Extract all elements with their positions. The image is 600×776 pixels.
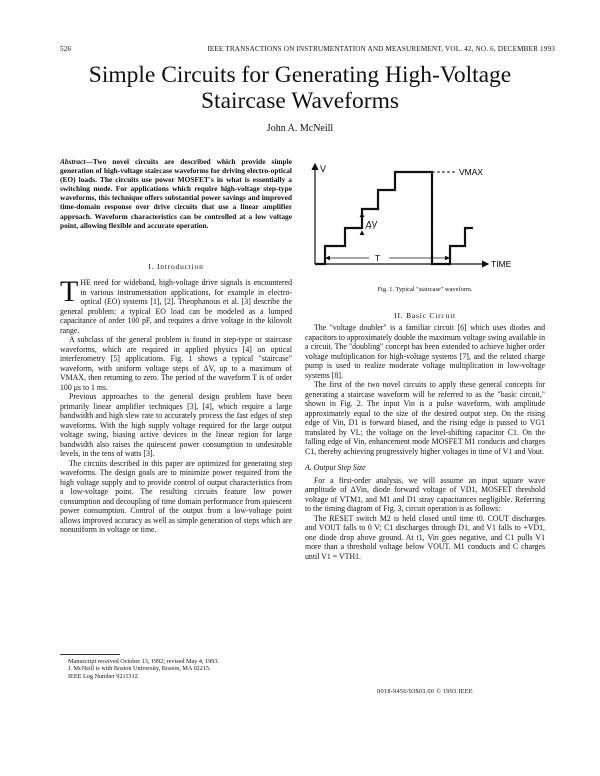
author: John A. McNeill [266, 123, 334, 134]
label-delta-v: ΔV [366, 219, 378, 229]
basic-paragraph-2: The first of the two novel circuits to apply these general concepts for generating a staircase waveform will be referred to as the "basic circuit," shown in Fig. 2. The input Vin is a pulse waveform, with amplitude approximately equal to the size of the desired output step. On the rising edge of Vin, D1 is forward biased, and the rising edge is passed to VG1 translated by VL; the voltage on the level-shifting capacitor C1. On the falling edge of Vin, enhancement mode MOSFET M1 conducts and charges C1, thereby achieving progressively higher voltages in time of V1 and Vout. [305, 380, 545, 456]
introduction-body [60, 275, 292, 535]
axis-label-v: V [320, 164, 327, 174]
axis-label-time: TIME [491, 259, 512, 269]
footnote-line-1: Manuscript received October 13, 1992; revised May 4, 1993. [68, 658, 220, 665]
title-line-2: Staircase Waveforms [200, 88, 399, 114]
footnote-line-3: IEEE Log Number 9211312. [68, 672, 140, 680]
journal-header: IEEE TRANSACTIONS ON INSTRUMENTATION AND MEASUREMENT, VOL. 42, NO. 6, DECEMBER 1993 [207, 45, 555, 53]
drop-cap: T [60, 275, 79, 308]
intro-paragraph-3: Previous approaches to the general design problem have been primarily linear amplifier techniques [3], [4], which require a large bandwidth and high slew rate to accurately process the fast edges of step waveforms. With the high supply voltage required for the large output voltage swing, biasing active devices in the linear region for large bandwidth also raises the quiescent power consumption to undesirable levels, in the tens of watts [3]. [60, 392, 292, 458]
abstract-text: —Two novel circuits are described which provide simple generation of high-voltage staircase waveforms for driving electro-optical (EO) loads. The circuits use power MOSFET's in what is essentially a switching mode. For applications which require high-voltage step-type waveforms, this technique offers substantial power savings and improved time-domain response over drive circuits that use a linear amplifier approach. Waveform characteristics can be controlled at a low voltage point, allowing flexible and accurate operation. [60, 157, 292, 230]
intro-paragraph-4: The circuits described in this paper are optimized for generating step waveforms. The design goals are to minimize power required from the high voltage supply and to provide control of output characteristics from a low-voltage point. The resulting circuits feature low power consumption and decoupling of time domain performance from quiescent power consumption. Control of the output from a low-voltage point allows improved accuracy as well as simple generation of steps which are nonuniform in voltage or time. [60, 458, 292, 534]
figure-staircase-waveform [305, 156, 545, 286]
footnote [60, 658, 292, 680]
page-number: 526 [60, 45, 72, 53]
intro-paragraph-2: A subclass of the general problem is found in step-type or staircase waveforms, which are required in applied physics [4] on optical interferometry [5] applications. Fig. 1 shows a typical "staircase" waveform, with uniform voltage steps of ΔV, up to a maximum of VMAX, then returning to zero. The period of the waveform T is of order 100 μs to 1 ms. [60, 335, 292, 392]
intro-paragraph-1: THE need for wideband, high-voltage drive signals is encountered in various instrumentation applications, for example in electro-optical (EO) systems [1], [2]. Theophanous et al. [3] describe the general problem: a typical EO load can be modeled as a lumped capacitance of order 100 pF, and requires a drive voltage in the kilovolt range. [60, 275, 292, 335]
section-heading-introduction: I. Introduction [148, 262, 204, 271]
staircase-diagram [305, 156, 545, 286]
label-period-t: T [375, 253, 381, 263]
copyright-code: 0018-9456/93$03.00 © 1993 IEEE [377, 688, 473, 695]
footnote-rule [60, 654, 120, 655]
staircase-waveform [315, 172, 473, 264]
footnote-line-2: J. McNeill is with Boston University, Boston, MA 02215. [68, 665, 211, 673]
basic-circuit-body [305, 323, 545, 561]
abstract-label: Abstract [60, 157, 86, 166]
section-heading-basic-circuit: II. Basic Circuit [394, 311, 456, 320]
subsection-heading-output-step-size: A. Output Step Size [305, 463, 366, 472]
basic-paragraph-4: The RESET switch M2 is held closed until time t0. COUT discharges and VOUT falls to 0 V; C1 discharges through D1, and V1 falls to +VD1, one diode drop above ground. At t1, Vin goes negative, and C1 pulls V1 more than a threshold voltage below VOUT. M1 conducts and C charges until V1 = VTH1. [305, 513, 545, 561]
basic-paragraph-3: For a first-order analysis, we will assume an input square wave amplitude of ΔVin, diode forward voltage of VD1, MOSFET threshold voltage of VTM1, and M1 and D1 stray capacitances negligible. Referring to the timing diagram of Fig. 3, circuit operation is as follows: [305, 475, 545, 513]
paper-title [40, 62, 560, 114]
title-line-1: Simple Circuits for Generating High-Voltage [88, 62, 512, 88]
abstract [60, 157, 292, 230]
figure-caption: Fig. 1. Typical "staircase" waveform. [377, 286, 473, 293]
label-vmax: VMAX [459, 167, 484, 177]
basic-paragraph-1: The "voltage doubler" is a familiar circuit [6] which uses diodes and capacitors to approximately double the maximum voltage swing available in a circuit. The "doubling" concept has been extended to achieve higher order voltage multiplication for high-voltage systems [7], and the related charge pump is used to realize moderate voltage multiplication in low-voltage systems [8]. [305, 323, 545, 380]
